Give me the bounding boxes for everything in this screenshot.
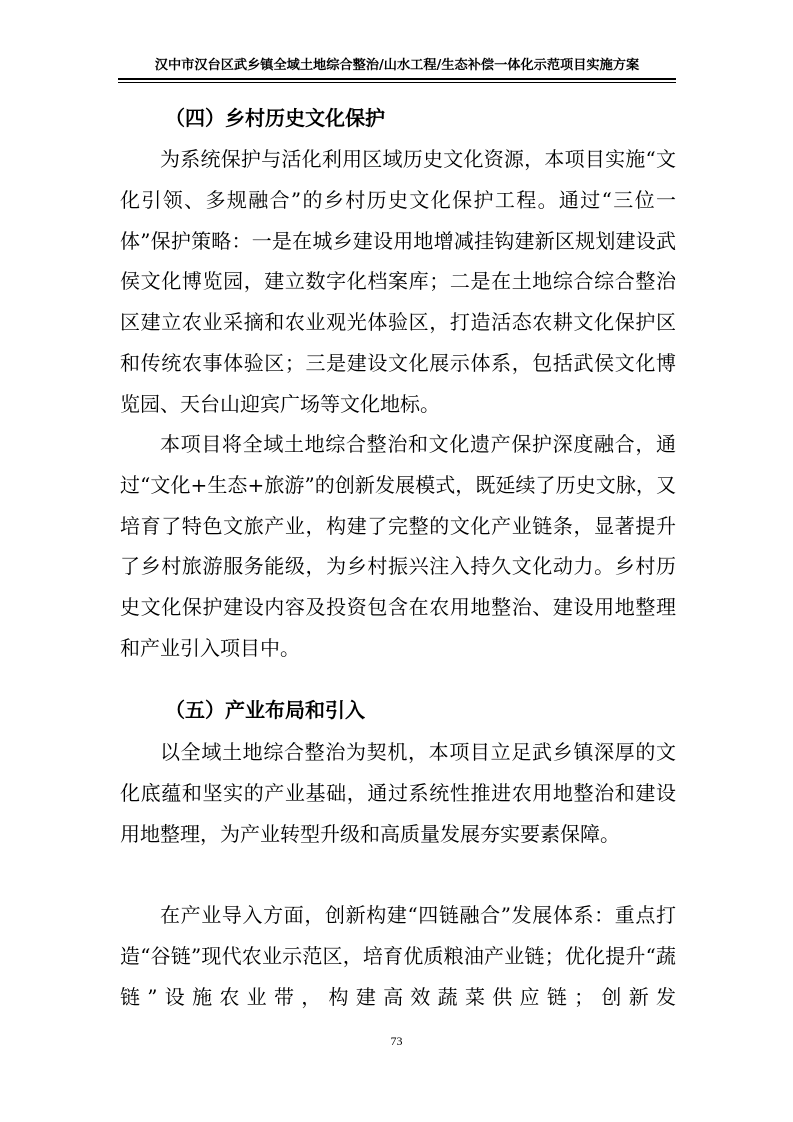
- section-5-paragraph-1: 以全域土地综合整治为契机，本项目立足武乡镇深厚的文化底蕴和坚实的产业基础，通过系统性推进农用地整治和建设用地整理，为产业转型升级和高质量发展夯实要素保障。: [120, 740, 676, 846]
- header-rule-thick: [118, 78, 676, 80]
- section-5-paragraph-2: 在产业导入方面，创新构建“四链融合”发展体系：重点打造“谷链”现代农业示范区，培育优质粮油产业链；优化提升“蔬链”设施农业带，构建高效蔬菜供应链；创新发: [120, 903, 676, 1009]
- page-number: 73: [390, 1034, 403, 1048]
- section-heading-4: （四）乡村历史文化保护: [165, 106, 385, 130]
- section-heading-5: （五）产业布局和引入: [165, 698, 365, 722]
- section-4-paragraph-1: 为系统保护与活化利用区域历史文化资源，本项目实施“文化引领、多规融合”的乡村历史文化保护工程。通过“三位一体”保护策略：一是在城乡建设用地增减挂钩建新区规划建设武侯文化博览园，建立数字化档案库；二是在土地综合综合整治区建立农业采摘和农业观光体验区，打造活态农耕文化保护区和传统农事体验区；三是建设文化展示体系，包括武侯文化博览园、天台山迎宾广场等文化地标。: [120, 147, 676, 416]
- header-rule-thin: [118, 82, 676, 83]
- section-4-paragraph-2: 本项目将全域土地综合整治和文化遗产保护深度融合，通过“文化+生态+旅游”的创新发展模式，既延续了历史文脉，又培育了特色文旅产业，构建了完整的文化产业链条，显著提升了乡村旅游服务能级，为乡村振兴注入持久文化动力。乡村历史文化保护建设内容及投资包含在农用地整治、建设用地整理和产业引入项目中。: [120, 432, 676, 660]
- running-header: 汉中市汉台区武乡镇全域土地综合整治/山水工程/生态补偿一体化示范项目实施方案: [154, 58, 640, 73]
